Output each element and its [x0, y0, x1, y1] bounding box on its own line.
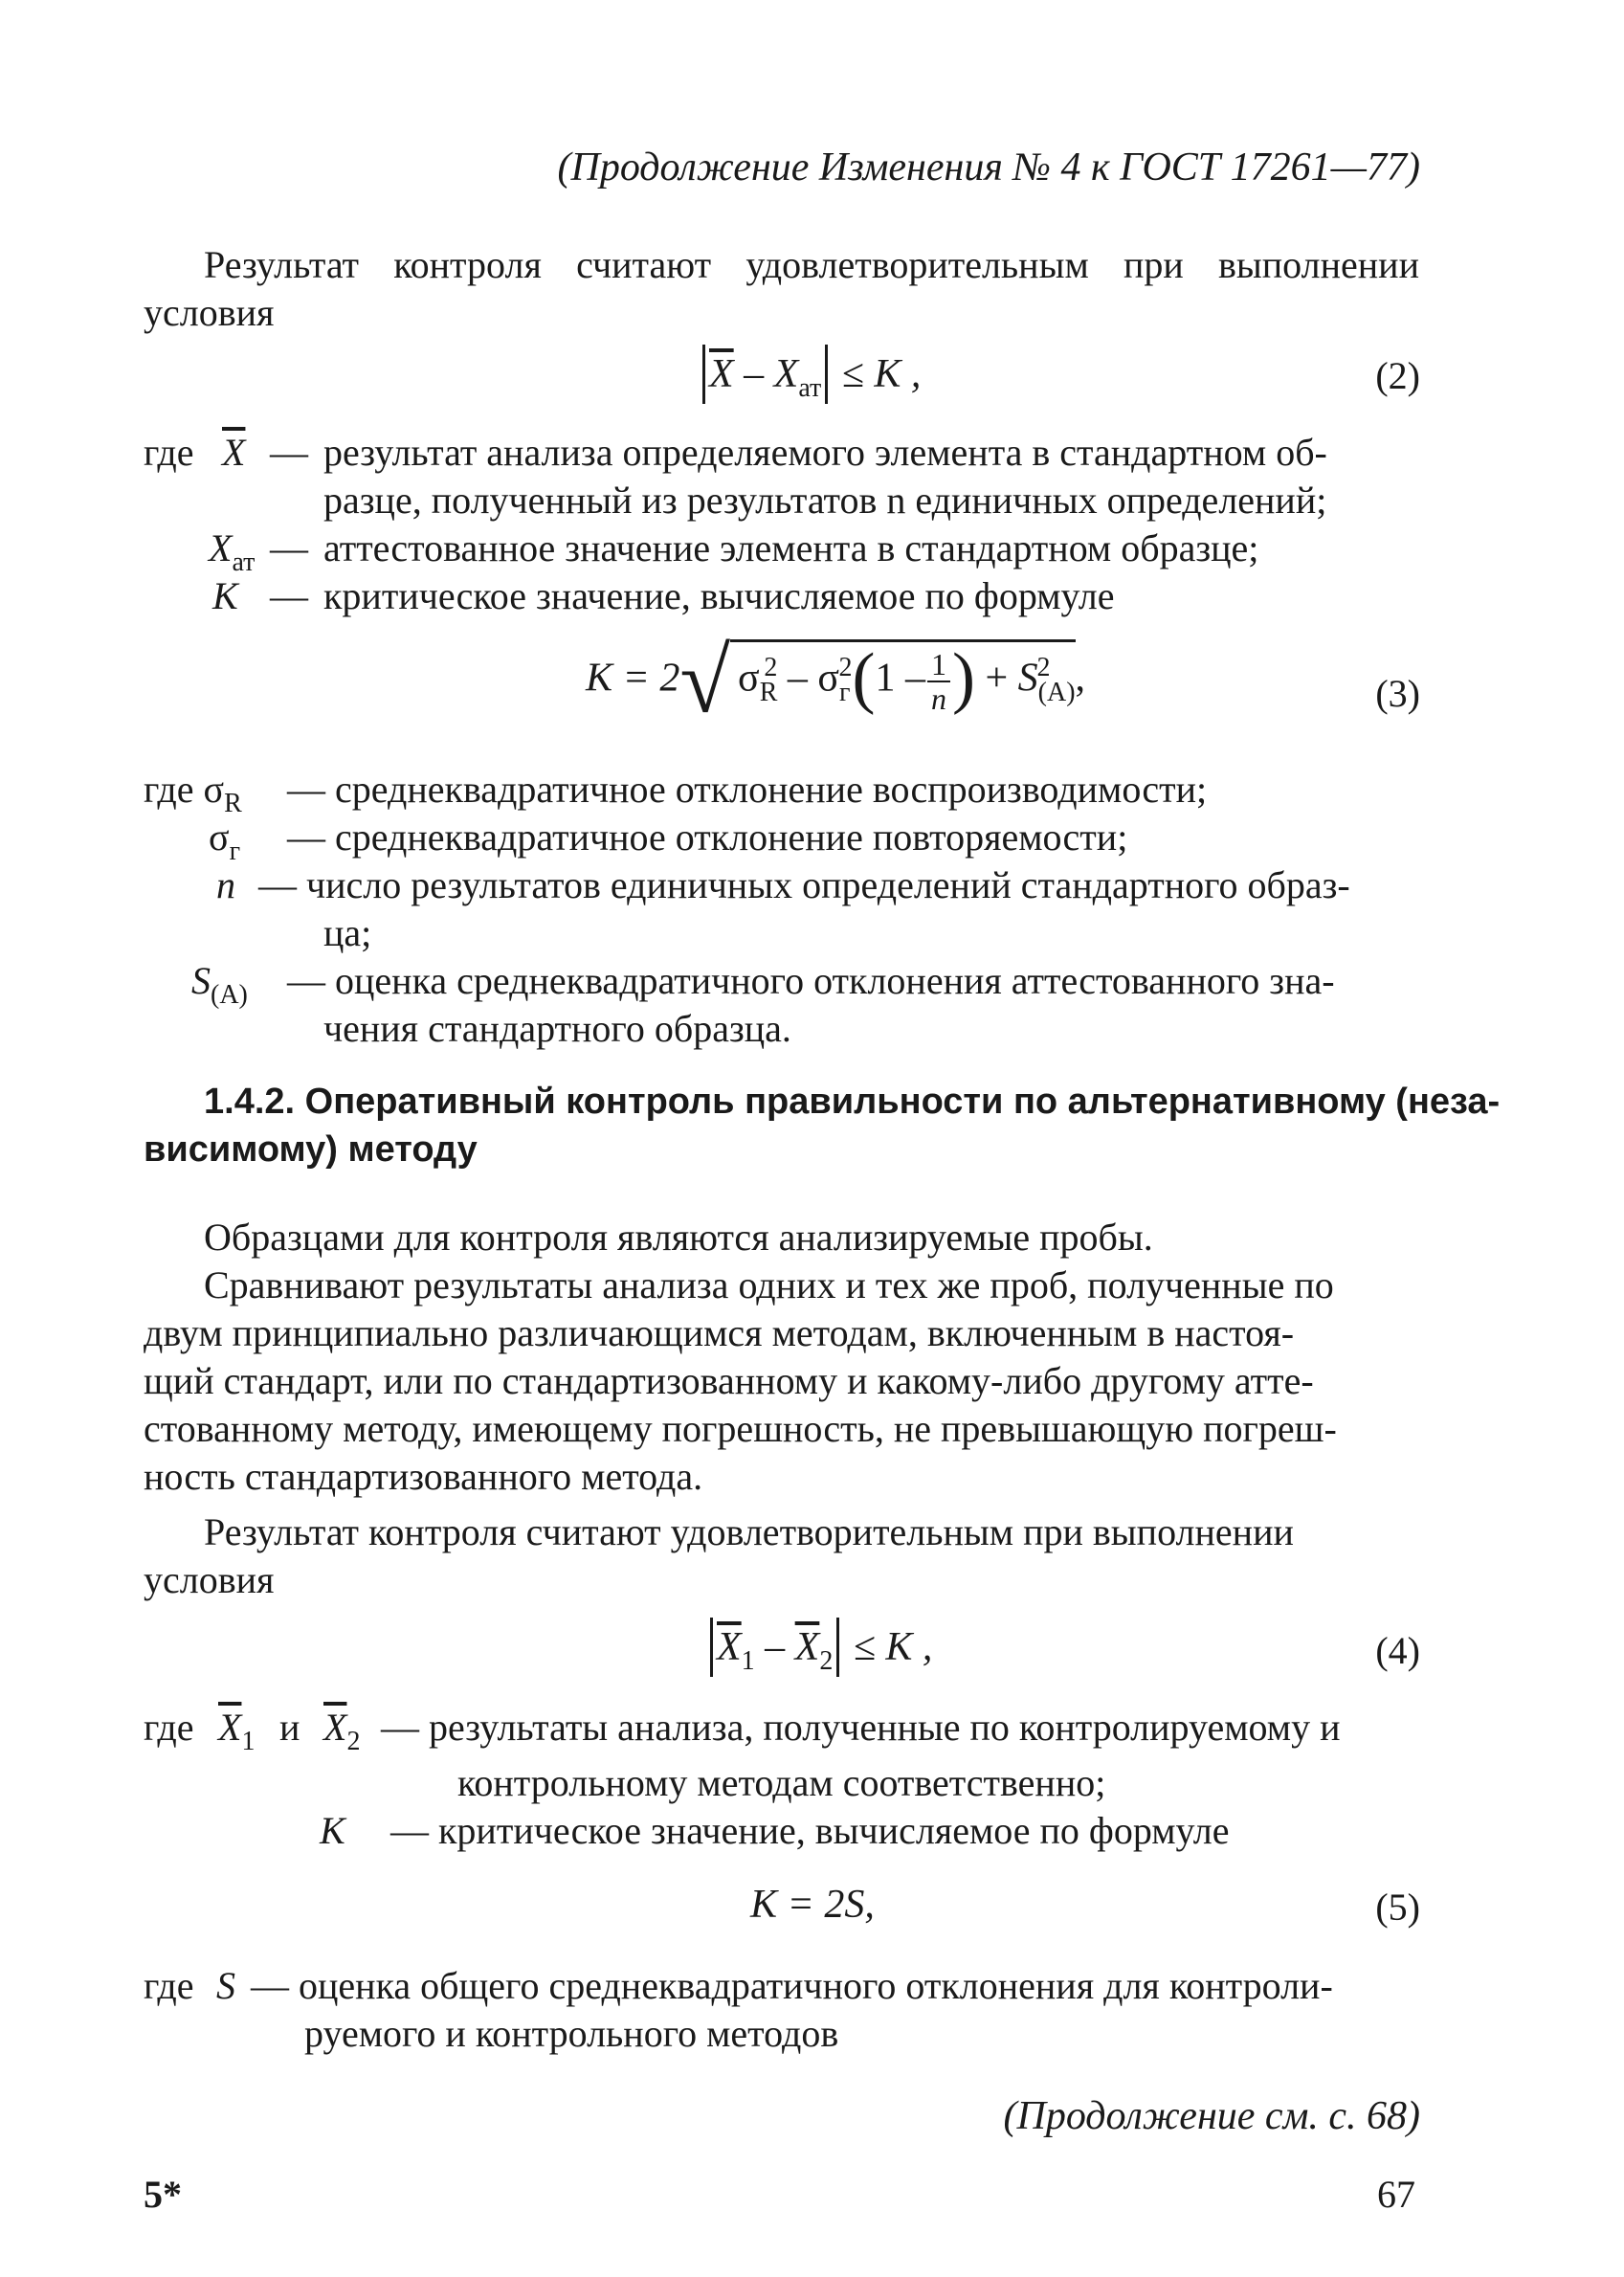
s-definition-line-1: — оценка общего среднеквадратичного отклонения для контроли- [251, 1964, 1333, 2007]
x1-x2-definition-line-2: контрольному методам соответственно; [457, 1761, 1106, 1804]
paragraph-1-line-1: Результат контроля считают удовлетворительным при выполнении [204, 243, 1419, 286]
n-definition-line-2: ца; [323, 911, 372, 954]
paragraph-4-line-2: условия [144, 1558, 275, 1601]
equation-3: K = 2√ $\sigma_R^2 - \sigma_г^2(1$ – $\frac{1}{n}$ ) + $S_{(A)}^2$ , [586, 629, 1086, 732]
s-symbol: S [216, 1964, 235, 2007]
equation-3-number: (3) [1375, 672, 1420, 715]
section-heading-line-1: 1.4.2. Оперативный контроль правильности по альтернативному (неза- [204, 1082, 1501, 1122]
x-bar-definition-line-2: разце, полученный из результатов n единичных определений; [323, 479, 1327, 522]
paragraph-2: Образцами для контроля являются анализируемые пробы. [204, 1216, 1153, 1259]
equation-4-number: (4) [1375, 1629, 1420, 1672]
dash: — [270, 574, 308, 617]
where-label-3: где [144, 1706, 194, 1749]
continuation-note: (Продолжение см. с. 68) [1003, 2094, 1420, 2138]
page-number: 67 [1377, 2173, 1415, 2216]
k-symbol-2: K [320, 1809, 345, 1852]
s-a-symbol: $S_{(A)}$ [191, 959, 248, 1010]
x2-symbol: $\overline{X}_2$ [323, 1706, 361, 1756]
sigma-g-symbol: $\sigma_г$ [209, 815, 241, 866]
equation-5-number: (5) [1375, 1886, 1420, 1929]
section-heading-line-2: висимому) методу [144, 1129, 478, 1170]
symbol-k: K [212, 574, 238, 617]
paragraph-3-line-3: щий стандарт, или по стандартизованному и какому-либо другому атте- [144, 1359, 1314, 1402]
k-definition: критическое значение, вычисляемое по формуле [323, 574, 1115, 617]
dash: — [270, 526, 308, 569]
and-word: и [279, 1706, 300, 1749]
footer-signature-mark: 5* [144, 2173, 182, 2216]
s-a-definition-line-1: — оценка среднеквадратичного отклонения аттестованного зна- [287, 959, 1335, 1002]
s-definition-line-2: руемого и контрольного методов [304, 2012, 839, 2055]
where-label-4: где [144, 1964, 194, 2007]
x-bar-definition-line-1: результат анализа определяемого элемента в стандартном об- [323, 431, 1327, 474]
paragraph-3-line-5: ность стандартизованного метода. [144, 1455, 703, 1498]
x-at-definition: аттестованное значение элемента в стандартном образце; [323, 526, 1259, 569]
equation-4: $\overline{X}_1 - \overline{X}_2 \le K$ , [706, 1618, 932, 1677]
paragraph-4-line-1: Результат контроля считают удовлетворительным при выполнении [204, 1510, 1294, 1553]
page-header: (Продолжение Изменения № 4 к ГОСТ 17261—77) [557, 145, 1420, 190]
equation-2: $\overline{X} - X_{ат} \le K$ , [699, 345, 921, 404]
s-a-definition-line-2: чения стандартного образца. [323, 1007, 791, 1050]
x1-x2-definition-line-1: — результаты анализа, полученные по контролируемому и [381, 1706, 1341, 1749]
equation-5: K = 2S, [750, 1883, 875, 1927]
equation-2-number: (2) [1375, 354, 1420, 397]
paragraph-1-line-2: условия [144, 291, 275, 334]
k-definition-2: — критическое значение, вычисляемое по формуле [390, 1809, 1230, 1852]
paragraph-3-line-4: стованному методу, имеющему погрешность, не превышающую погреш- [144, 1407, 1337, 1450]
n-symbol: n [216, 863, 235, 906]
x1-symbol: $\overline{X}_1$ [218, 1706, 256, 1756]
sigma-r-symbol: где $\sigma_R$ [144, 768, 242, 818]
sigma-r-definition: — среднеквадратичное отклонение воспроизводимости; [287, 768, 1208, 811]
symbol-x-at: $X_{ат}$ [209, 526, 256, 577]
paragraph-3-line-2: двум принципиально различающимся методам, включенным в настоя- [144, 1311, 1295, 1354]
n-definition-line-1: — число результатов единичных определений стандартного образ- [258, 863, 1350, 906]
dash: — [270, 431, 308, 474]
where-label-1: где [144, 431, 194, 474]
paragraph-3-line-1: Сравнивают результаты анализа одних и тех же проб, полученные по [204, 1263, 1334, 1306]
sigma-g-definition: — среднеквадратичное отклонение повторяемости; [287, 815, 1128, 859]
symbol-x-bar: $\overline{X}$ [222, 431, 246, 474]
